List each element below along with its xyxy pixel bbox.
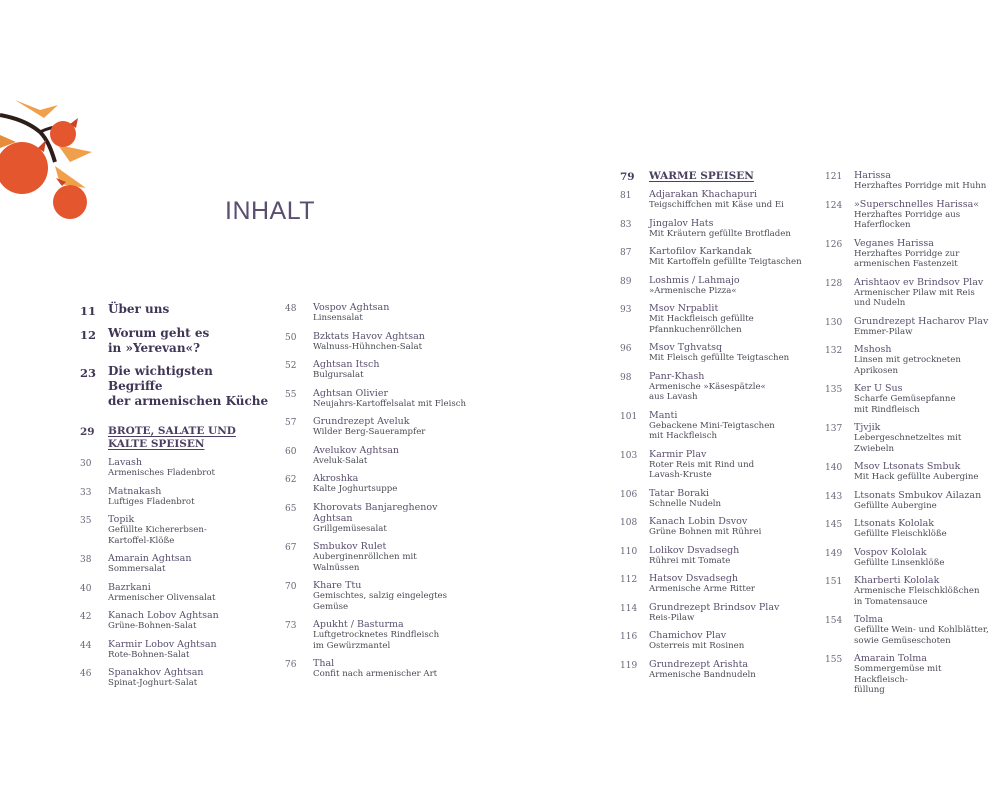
entry-subtitle-continued: füllung: [854, 685, 885, 695]
toc-entry: [825, 653, 997, 696]
page-number: 124: [825, 200, 843, 211]
entry-title: Topik: [108, 514, 135, 525]
entry-subtitle: Armenische Arme Ritter: [649, 584, 756, 594]
entry-subtitle: Grüne-Bohnen-Salat: [108, 621, 197, 631]
toc-entry: [285, 331, 485, 353]
page-number: 87: [620, 248, 632, 258]
entry-subtitle-continued: Lavash-Kruste: [649, 470, 712, 480]
toc-entry: [620, 371, 815, 403]
entry-title: Mshosh: [854, 344, 892, 355]
page-number: 106: [620, 489, 638, 500]
page-number: 48: [285, 304, 297, 314]
toc-entry: [620, 516, 815, 538]
entry-subtitle-continued: sowie Gemüseschoten: [854, 635, 951, 646]
entry-subtitle-continued: und Nudeln: [854, 298, 906, 308]
entry-title-continued: der armenischen Küche: [108, 394, 269, 408]
toc-column-4: [825, 170, 997, 703]
entry-subtitle: Spinat-Joghurt-Salat: [108, 678, 198, 688]
entry-title: Karmir Lobov Aghtsan: [108, 638, 217, 650]
page-number: 62: [285, 475, 297, 485]
entry-title: Ltsonats Smbukov Ailazan: [854, 489, 982, 501]
page-number: 79: [620, 171, 635, 183]
toc-entry: [825, 344, 997, 376]
toc-entry: [620, 189, 815, 211]
entry-title: Manti: [649, 409, 678, 421]
entry-title: Harissa: [854, 170, 891, 181]
entry-subtitle-continued: im Gewürzmantel: [313, 640, 391, 651]
toc-column-1: [80, 302, 270, 696]
page-number: 132: [825, 346, 843, 356]
entry-subtitle: Roter Reis mit Rind und: [649, 459, 755, 470]
entry-subtitle: »Armenische Pizza«: [649, 285, 737, 296]
entry-subtitle-continued: Haferflocken: [854, 220, 911, 230]
entry-subtitle: Emmer-Pilaw: [854, 326, 913, 337]
entry-subtitle: Herzhaftes Porridge zur: [854, 248, 960, 259]
toc-entry: [285, 302, 485, 324]
section-heading: [80, 425, 270, 451]
entry-title: Spanakhov Aghtsan: [108, 667, 204, 678]
entry-title: Bzktats Havov Aghtsan: [313, 330, 425, 342]
entry-title: Tolma: [854, 614, 884, 625]
toc-column-3: [620, 170, 815, 687]
entry-title: Grundrezept Aveluk: [313, 416, 410, 427]
page-number: 126: [825, 239, 843, 250]
page-number: 103: [620, 450, 638, 461]
toc-entry: [825, 461, 997, 483]
toc-entry: [620, 342, 815, 364]
page-number: 149: [825, 548, 843, 559]
entry-title: Amarain Aghtsan: [108, 553, 192, 564]
page-number: 154: [825, 616, 843, 626]
toc-entry: [825, 422, 997, 454]
entry-title: Apukht / Basturma: [313, 619, 404, 630]
toc-entry: [285, 359, 485, 381]
toc-entry: [285, 416, 485, 438]
section-title: BROTE, SALATE UND: [108, 425, 236, 437]
toc-entry: [620, 573, 815, 595]
entry-title: Grundrezept Hacharov Plav: [854, 315, 989, 327]
toc-entry: [825, 518, 997, 540]
toc-entry: [825, 316, 997, 338]
entry-subtitle-continued: Pfannkuchenröllchen: [649, 324, 742, 335]
entry-title: Kartofilov Karkandak: [649, 246, 752, 257]
entry-title: Aghtsan Itsch: [313, 359, 380, 370]
entry-title: Die wichtigsten Begriffe: [108, 364, 213, 393]
entry-title: »Superschnelles Harissa«: [854, 198, 980, 210]
entry-title: Vospov Kololak: [854, 546, 927, 558]
toc-entry: [80, 639, 270, 661]
page-number: 119: [620, 660, 638, 671]
page-number: 33: [80, 487, 92, 498]
entry-subtitle: Grillgemüsesalat: [313, 523, 387, 534]
toc-entry: [620, 275, 815, 297]
entry-title: Amarain Tolma: [854, 653, 927, 664]
entry-subtitle: Mit Kartoffeln gefüllte Teigtaschen: [649, 257, 802, 267]
page-number: 52: [285, 361, 297, 371]
toc-entry: [80, 326, 270, 356]
entry-subtitle: Walnuss-Hühnchen-Salat: [313, 341, 423, 352]
entry-subtitle: Linsensalat: [313, 313, 363, 323]
entry-subtitle: Luftgetrocknetes Rindfleisch: [313, 630, 440, 640]
entry-subtitle: Armenische »Käsespätzle«: [649, 381, 766, 392]
page-number: 70: [285, 582, 297, 592]
entry-subtitle: Mit Fleisch gefüllte Teigtaschen: [649, 353, 790, 363]
entry-title: Tatar Boraki: [649, 487, 710, 499]
toc-entry: [285, 473, 485, 495]
entry-subtitle: Grüne Bohnen mit Rührei: [649, 527, 762, 537]
entry-title: Tjvjik: [854, 422, 881, 433]
toc-entry: [285, 445, 485, 467]
toc-entry: [80, 582, 270, 604]
entry-subtitle: Schnelle Nudeln: [649, 498, 722, 509]
entry-title: Ker U Sus: [854, 383, 903, 394]
entry-title: Bazrkani: [108, 581, 151, 593]
toc-entry: [825, 490, 997, 512]
entry-title: Arishtaov ev Brindsov Plav: [854, 276, 984, 288]
entry-title: Avelukov Aghtsan: [313, 444, 400, 456]
entry-title: Msov Nrpablit: [649, 303, 719, 314]
entry-subtitle: Mit Hack gefüllte Aubergine: [854, 472, 979, 482]
page-number: 116: [620, 632, 638, 642]
entry-subtitle: Rote-Bohnen-Salat: [108, 649, 190, 660]
entry-subtitle: Neujahrs-Kartoffelsalat mit Fleisch: [313, 398, 467, 409]
entry-subtitle-continued: Kartoffel-Klöße: [108, 535, 175, 546]
page-number: 112: [620, 575, 638, 585]
toc-entry: [620, 659, 815, 681]
page-number: 23: [80, 366, 97, 380]
entry-subtitle: Sommersalat: [108, 564, 166, 574]
entry-subtitle: Gemischtes, salzig eingelegtes: [313, 591, 448, 601]
entry-subtitle-continued: mit Hackfleisch: [649, 431, 718, 441]
page-number: 11: [80, 304, 97, 318]
page-number: 42: [80, 612, 92, 622]
toc-entry: [285, 619, 485, 651]
page-number: 121: [825, 172, 843, 182]
page-number: 65: [285, 503, 297, 514]
entry-subtitle: Rührei mit Tomate: [649, 555, 731, 566]
page-number: 40: [80, 583, 92, 594]
entry-subtitle: Lebergeschnetzeltes mit Zwiebeln: [854, 433, 962, 454]
toc-entry: [825, 575, 997, 607]
page-number: 93: [620, 305, 632, 315]
toc-entry: [620, 410, 815, 442]
toc-entry: [620, 545, 815, 567]
entry-subtitle: Auberginenröllchen mit: [313, 552, 417, 562]
entry-subtitle: Osterreis mit Rosinen: [649, 641, 745, 651]
page-number: 155: [825, 655, 843, 665]
entry-title: Smbukov Rulet: [313, 541, 387, 552]
page-number: 140: [825, 463, 843, 473]
entry-subtitle: Luftiges Fladenbrot: [108, 496, 195, 507]
entry-subtitle: Gefüllte Aubergine: [854, 500, 937, 511]
entry-subtitle: Teigschiffchen mit Käse und Ei: [649, 200, 784, 210]
entry-title: Über uns: [108, 302, 170, 316]
page-number: 114: [620, 603, 638, 614]
entry-subtitle: Aveluk-Salat: [313, 455, 368, 466]
entry-title: Karmir Plav: [649, 448, 707, 460]
entry-subtitle: Gefüllte Wein- und Kohlblätter,: [854, 625, 989, 635]
toc-entry: [80, 364, 270, 409]
toc-entry: [825, 238, 997, 270]
toc-entry: [620, 630, 815, 652]
page-number: 151: [825, 577, 843, 587]
entry-subtitle: Sommergemüse mit Hackfleisch-: [854, 664, 942, 685]
page-number: 128: [825, 278, 843, 289]
entry-title: Kharberti Kololak: [854, 575, 940, 586]
page-number: 76: [285, 660, 297, 670]
entry-title: Msov Tghvatsq: [649, 342, 723, 353]
page-number: 98: [620, 372, 632, 383]
entry-subtitle: Gebackene Mini-Teigtaschen: [649, 420, 775, 431]
entry-subtitle: Confit nach armenischer Art: [313, 669, 438, 679]
toc-entry: [825, 383, 997, 415]
page-number: 35: [80, 516, 92, 526]
toc-entry: [285, 580, 485, 612]
toc-entry: [285, 658, 485, 680]
page-number: 29: [80, 426, 95, 438]
toc-entry: [80, 610, 270, 632]
page-number: 12: [80, 328, 97, 342]
entry-subtitle: Reis-Pilaw: [649, 612, 695, 623]
entry-subtitle: Armenische Bandnudeln: [649, 669, 756, 680]
toc-entry: [80, 486, 270, 508]
entry-subtitle: Gefüllte Kichererbsen-: [108, 525, 207, 535]
entry-title: Kanach Lobov Aghtsan: [108, 610, 219, 621]
entry-title: Aghtsan Olivier: [313, 387, 388, 399]
page-number: 96: [620, 344, 632, 354]
page-number: 89: [620, 276, 632, 287]
entry-title: Matnakash: [108, 485, 162, 497]
toc-entry: [285, 541, 485, 573]
page-number: 55: [285, 389, 297, 400]
page-number: 73: [285, 621, 297, 631]
toc-entry: [825, 547, 997, 569]
page-title: INHALT: [225, 197, 316, 225]
toc-entry: [620, 218, 815, 240]
toc-entry: [620, 449, 815, 481]
toc-entry: [825, 170, 997, 192]
page-number: 143: [825, 491, 843, 502]
entry-title: Khare Ttu: [313, 580, 362, 591]
entry-subtitle: Linsen mit getrockneten: [854, 355, 961, 365]
entry-subtitle: Armenischer Pilaw mit Reis: [854, 287, 975, 298]
section-title: WARME SPEISEN: [649, 170, 754, 182]
entry-subtitle: Bulgursalat: [313, 370, 364, 380]
page-number: 101: [620, 411, 638, 422]
toc-entry: [620, 303, 815, 335]
entry-title: Grundrezept Arishta: [649, 658, 749, 670]
toc-column-2: [285, 302, 485, 687]
entry-title: Msov Ltsonats Smbuk: [854, 461, 961, 472]
page-number: 57: [285, 418, 297, 428]
entry-title: Akroshka: [313, 473, 359, 484]
toc-entry: [825, 199, 997, 231]
page-number: 110: [620, 546, 638, 557]
page-number: 81: [620, 191, 632, 201]
entry-subtitle: Armenisches Fladenbrot: [108, 468, 216, 478]
entry-title: Veganes Harissa: [854, 237, 934, 249]
entry-subtitle: Armenische Fleischklößchen: [854, 586, 980, 596]
entry-title: Lolikov Dsvadsegh: [649, 544, 740, 556]
toc-entry: [80, 667, 270, 689]
entry-title: Chamichov Plav: [649, 630, 727, 641]
entry-subtitle-continued: Walnüssen: [313, 562, 360, 573]
entry-title: Adjarakan Khachapuri: [649, 189, 758, 200]
entry-subtitle: Mit Hackfleisch gefüllte: [649, 314, 754, 324]
entry-subtitle-continued: armenischen Fastenzeit: [854, 259, 958, 269]
entry-subtitle: Kalte Joghurtsuppe: [313, 484, 398, 494]
page-number: 67: [285, 543, 297, 553]
entry-subtitle: Gefüllte Linsenklöße: [854, 557, 945, 568]
entry-title: Khorovats Banjareghenov: [313, 501, 438, 513]
entry-title: Grundrezept Brindsov Plav: [649, 601, 780, 613]
entry-subtitle-continued: mit Rindfleisch: [854, 404, 920, 415]
entry-subtitle: Gefüllte Fleischklöße: [854, 529, 947, 539]
section-title-continued: KALTE SPEISEN: [108, 438, 205, 450]
entry-subtitle: Scharfe Gemüsepfanne: [854, 394, 956, 404]
page-number: 44: [80, 640, 92, 651]
page-number: 108: [620, 518, 638, 528]
entry-subtitle-continued: in Tomatensauce: [854, 596, 928, 607]
entry-subtitle-continued: aus Lavash: [649, 392, 698, 402]
entry-title: Lavash: [108, 457, 142, 468]
entry-subtitle: Wilder Berg-Sauerampfer: [313, 427, 426, 437]
entry-subtitle: Armenischer Olivensalat: [108, 592, 216, 603]
entry-subtitle: Herzhaftes Porridge mit Huhn: [854, 181, 987, 191]
entry-subtitle-continued: Aprikosen: [854, 365, 898, 376]
entry-title: Ltsonats Kololak: [854, 518, 934, 529]
toc-entry: [80, 514, 270, 546]
toc-entry: [825, 277, 997, 309]
page-number: 46: [80, 669, 92, 679]
entry-title-continued: Aghtsan: [313, 512, 353, 524]
section-heading: [620, 170, 815, 183]
entry-subtitle: Herzhaftes Porridge aus: [854, 209, 961, 220]
entry-title: Thal: [313, 658, 335, 669]
entry-title: Hatsov Dsvadsegh: [649, 573, 739, 584]
pomegranate-branch-icon: [0, 100, 110, 230]
entry-title: Worum geht es: [108, 326, 210, 340]
toc-entry: [285, 388, 485, 410]
entry-subtitle: Mit Kräutern gefüllte Brotfladen: [649, 228, 791, 239]
page-number: 50: [285, 332, 297, 343]
toc-entry: [80, 302, 270, 318]
page-number: 30: [80, 459, 92, 469]
toc-entry: [80, 457, 270, 479]
page-number: 137: [825, 424, 843, 434]
page-number: 130: [825, 317, 843, 328]
entry-title: Vospov Aghtsan: [313, 302, 390, 313]
entry-title: Loshmis / Lahmajo: [649, 274, 740, 286]
entry-title: Jingalov Hats: [649, 217, 714, 229]
page-number: 145: [825, 520, 843, 530]
page-number: 83: [620, 219, 632, 230]
toc-entry: [620, 602, 815, 624]
toc-entry: [825, 614, 997, 646]
entry-subtitle-continued: Gemüse: [313, 601, 349, 612]
toc-entry: [620, 246, 815, 268]
toc-entry: [285, 502, 485, 535]
toc-entry: [80, 553, 270, 575]
toc-entry: [620, 488, 815, 510]
page-number: 60: [285, 446, 297, 457]
page-number: 135: [825, 385, 843, 395]
entry-title: Kanach Lobin Dsvov: [649, 516, 748, 527]
entry-title-continued: in »Yerevan«?: [108, 341, 201, 355]
entry-title: Panr-Khash: [649, 370, 705, 382]
page-number: 38: [80, 555, 92, 565]
